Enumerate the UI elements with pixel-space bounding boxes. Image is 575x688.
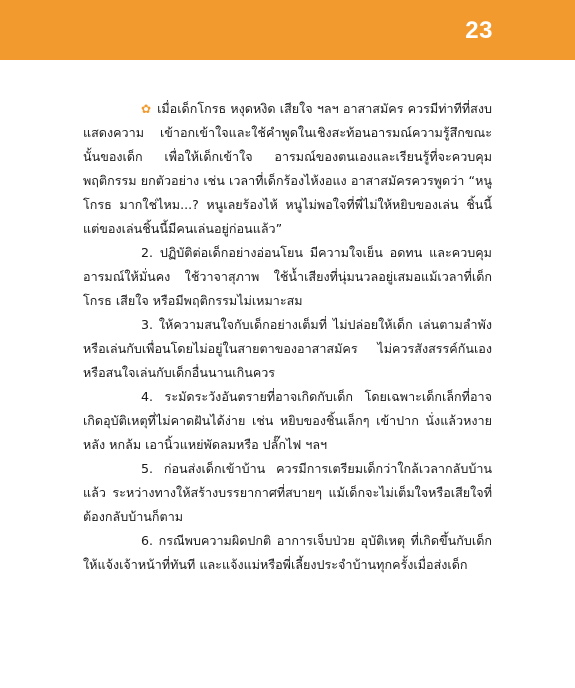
paragraph-3: 3. ให้ความสนใจกับเด็กอย่างเต็มที่ ไม่ปล่อยให้เด็ก เล่นตามลำพังหรือเล่นกับเพื่อนโดยไม่อยู่ในสายตาของอาสาสมัคร ไม่ควรสังสรรค์กันเองหรือสนใจเล่นกับเด็กอื่นนานเกินควร [83, 317, 492, 380]
page-content [83, 97, 492, 577]
header-bar [0, 0, 575, 60]
paragraph-4: 4. ระมัดระวังอันตรายที่อาจเกิดกับเด็ก โดยเฉพาะเด็กเล็กที่อาจเกิดอุบัติเหตุที่ไม่คาดฝันได้ง่าย เช่น หยิบของชิ้นเล็กๆ เข้าปาก นั่งแล้วหงายหลัง หกล้ม เอานิ้วแหย่พัดลมหรือ ปลั๊กไฟ ฯลฯ [83, 389, 492, 452]
page-number: 23 [465, 17, 493, 44]
flower-icon: ✿ [141, 102, 152, 116]
paragraph-1-text: เมื่อเด็กโกรธ หงุดหงิด เสียใจ ฯลฯ อาสาสมัคร ควรมีท่าทีที่สงบ แสดงความ เข้าอกเข้าใจและใช้คำพูดในเชิงสะท้อนอารมณ์ความรู้สึกขณะนั้นของเด็ก เพื่อให้เด็กเข้าใจ อารมณ์ของตนเองและเรียนรู้ที่จะควบคุมพฤติกรรม ยกตัวอย่าง เช่น เวลาที่เด็กร้องไห้งอแง อาสาสมัครควรพูดว่า “หนูโกรธ มากใช่ไหม...? หนูเลยร้องไห้ หนูไม่พอใจที่พี่ไม่ให้หยิบของเล่น ชิ้นนี้ แต่ของเล่นชิ้นนี้มีคนเล่นอยู่ก่อนแล้ว” [83, 101, 492, 236]
paragraph-6: 6. กรณีพบความผิดปกติ อาการเจ็บป่วย อุบัติเหตุ ที่เกิดขึ้นกับเด็ก ให้แจ้งเจ้าหน้าที่ทันที และแจ้งแม่หรือพี่เลี้ยงประจำบ้านทุกครั้งเมื่อส่งเด็ก [83, 533, 492, 572]
paragraph-5: 5. ก่อนส่งเด็กเข้าบ้าน ควรมีการเตรียมเด็กว่าใกล้เวลากลับบ้านแล้ว ระหว่างทางให้สร้างบรรยากาศที่สบายๆ แม้เด็กจะไม่เต็มใจหรือเสียใจที่ต้องกลับบ้านก็ตาม [83, 461, 492, 524]
paragraph-2: 2. ปฏิบัติต่อเด็กอย่างอ่อนโยน มีความใจเย็น อดทน และควบคุมอารมณ์ให้มั่นคง ใช้วาจาสุภาพ ใช้น้ำเสียงที่นุ่มนวลอยู่เสมอแม้เวลาที่เด็กโกรธ เสียใจ หรือมีพฤติกรรมไม่เหมาะสม [83, 245, 492, 308]
paragraph-1 [83, 97, 492, 241]
